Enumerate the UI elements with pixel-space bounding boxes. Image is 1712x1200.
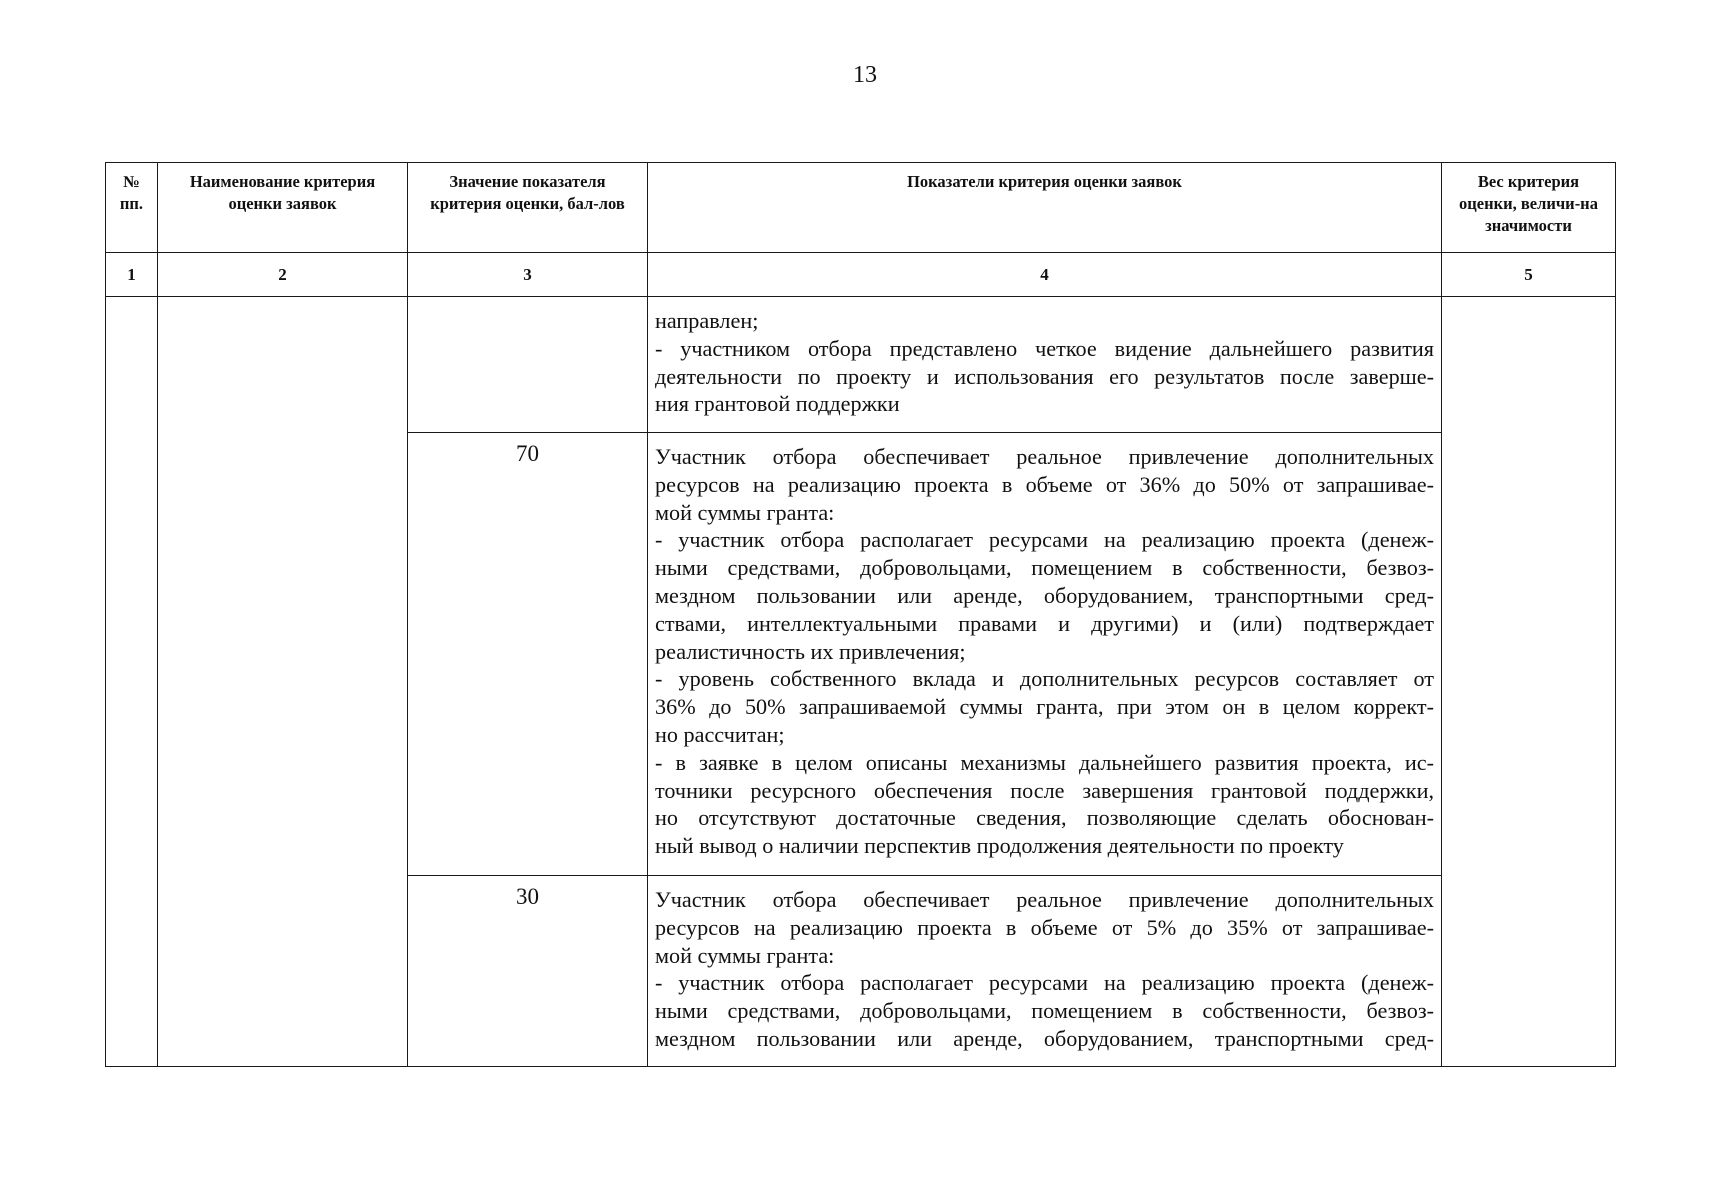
description-line: - участник отбора располагает ресурсами на реализацию проекта (денеж-	[655, 970, 1434, 996]
description-line: 36% до 50% запрашиваемой суммы гранта, при этом он в целом коррект-	[655, 694, 1434, 720]
score-cell	[408, 297, 648, 433]
column-number: 4	[648, 253, 1442, 297]
description-line: - участник отбора располагает ресурсами на реализацию проекта (денеж-	[655, 527, 1434, 553]
criterion-name-cell	[158, 297, 408, 1067]
header-number: № пп.	[106, 163, 158, 253]
column-number-row	[106, 253, 1616, 297]
page-number: 13	[853, 62, 877, 88]
description-line: но рассчитан;	[655, 721, 785, 747]
description-line: ными средствами, добровольцами, помещением в собственности, безвоз-	[655, 998, 1434, 1024]
description-line: - в заявке в целом описаны механизмы дальнейшего развития проекта, ис-	[655, 749, 1434, 775]
table-row	[106, 297, 1616, 433]
description-line: Участник отбора обеспечивает реальное привлечение дополнительных	[655, 887, 1434, 912]
indicator-description	[648, 433, 1442, 876]
description-line: ресурсов на реализацию проекта в объеме от 36% до 50% от запрашивае-	[655, 471, 1434, 497]
description-line: мой суммы гранта:	[655, 499, 835, 525]
description-line: Участник отбора обеспечивает реальное привлечение дополнительных	[655, 444, 1434, 469]
weight-cell	[1442, 297, 1616, 1067]
header-criterion-name: Наименование критерия оценки заявок	[158, 163, 408, 253]
description-line: реалистичность их привлечения;	[655, 638, 966, 664]
indicator-description	[648, 876, 1442, 1067]
indicator-description	[648, 297, 1442, 433]
number-cell	[106, 297, 158, 1067]
description-line: - участником отбора представлено четкое видение дальнейшего развития	[655, 335, 1434, 361]
score-cell: 70	[408, 433, 648, 876]
description-line: ния грантовой поддержки	[655, 391, 900, 417]
description-line: ствами, интеллектуальными правами и другими) и (или) подтверждает	[655, 610, 1434, 636]
description-line: но отсутствуют достаточные сведения, позволяющие сделать обоснован-	[655, 805, 1434, 831]
description-line: ресурсов на реализацию проекта в объеме от 5% до 35% от запрашивае-	[655, 914, 1434, 940]
score-cell: 30	[408, 876, 648, 1067]
header-indicators: Показатели критерия оценки заявок	[648, 163, 1442, 253]
column-number: 1	[106, 253, 158, 297]
criteria-table	[105, 162, 1616, 1067]
description-line: мездном пользовании или аренде, оборудованием, транспортными сред-	[655, 1025, 1434, 1051]
column-number: 5	[1442, 253, 1616, 297]
header-row	[106, 163, 1616, 253]
description-line: ными средствами, добровольцами, помещением в собственности, безвоз-	[655, 555, 1434, 581]
description-line: точники ресурсного обеспечения после завершения грантовой поддержки,	[655, 777, 1434, 803]
description-line: мой суммы гранта:	[655, 942, 835, 968]
header-score-value: Значение показателя критерия оценки, бал-лов	[408, 163, 648, 253]
description-line: деятельности по проекту и использования его результатов после заверше-	[655, 363, 1434, 389]
column-number: 3	[408, 253, 648, 297]
description-line: направлен;	[655, 308, 759, 333]
header-weight: Вес критерия оценки, величи-на значимости	[1442, 163, 1616, 253]
column-number: 2	[158, 253, 408, 297]
description-line: ный вывод о наличии перспектив продолжения деятельности по проекту	[655, 833, 1344, 859]
description-line: мездном пользовании или аренде, оборудованием, транспортными сред-	[655, 582, 1434, 608]
description-line: - уровень собственного вклада и дополнительных ресурсов составляет от	[655, 666, 1434, 692]
